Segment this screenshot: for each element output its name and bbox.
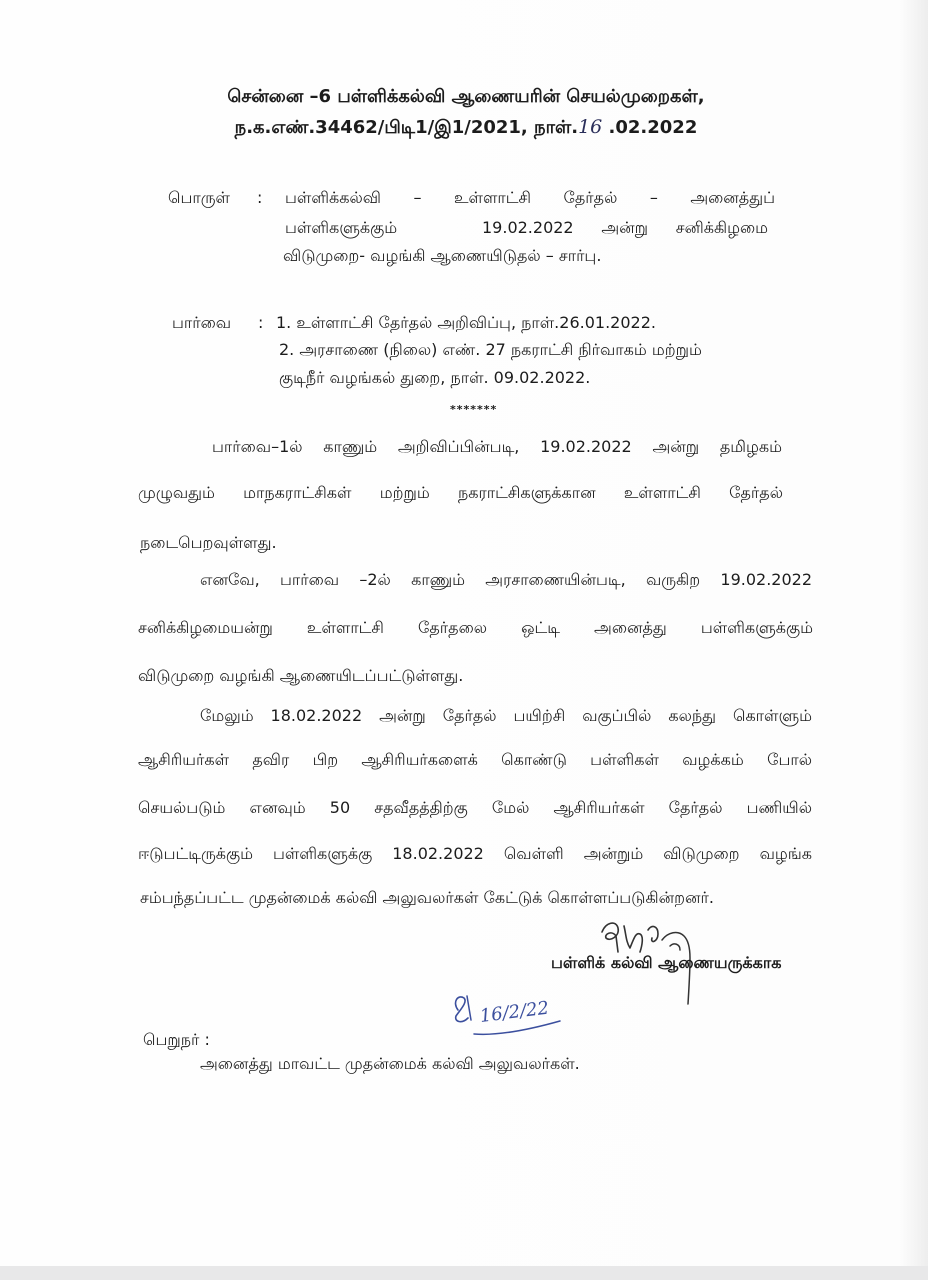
paragraph-3-line-5: சம்பந்தப்பட்ட முதன்மைக் கல்வி அலுவலர்கள் கேட்டுக் கொள்ளப்படுகின்றனர். [140,888,714,907]
paragraph-3-line-2: ஆசிரியர்கள் தவிர பிற ஆசிரியர்களைக் கொண்டு பள்ளிகள் வழக்கம் போல் [138,750,812,769]
signatory-designation: பள்ளிக் கல்வி ஆணையருக்காக [551,953,782,972]
paragraph-1-line-3: நடைபெறவுள்ளது. [140,533,277,552]
paragraph-3-line-4: ஈடுபட்டிருக்கும் பள்ளிகளுக்கு 18.02.2022 வெள்ளி அன்றும் விடுமுறை வழங்க [138,844,812,863]
recipient-label: பெறுநர் : [143,1030,210,1049]
paragraph-1-line-2: முழுவதும் மாநகராட்சிகள் மற்றும் நகராட்சிகளுக்கான உள்ளாட்சி தேர்தல் [138,483,783,502]
paragraph-2-line-3: விடுமுறை வழங்கி ஆணையிடப்பட்டுள்ளது. [138,666,464,685]
recipient-list: அனைத்து மாவட்ட முதன்மைக் கல்வி அலுவலர்கள். [200,1054,580,1073]
subject-line-1: பள்ளிக்கல்வி – உள்ளாட்சி தேர்தல் – அனைத்துப் [285,188,775,207]
handwritten-day: 16 [578,116,603,138]
handwritten-initial-date: 16/2/22 [478,997,551,1027]
reference-label: பார்வை [172,313,232,332]
reference-number: ந.க.எண்.34462/பிடி1/இ1/2021, நாள். [234,117,579,138]
subject-line-2-right: 19.02.2022 அன்று சனிக்கிழமை [482,218,768,237]
reference-item-2: 2. அரசாணை (நிலை) எண். 27 நகராட்சி நிர்வாகம் மற்றும் [279,340,702,359]
subject-line-2-left: பள்ளிகளுக்கும் [285,218,398,237]
subject-colon: : [257,188,263,207]
paragraph-3-line-3: செயல்படும் எனவும் 50 சதவீதத்திற்கு மேல் ஆசிரியர்கள் தேர்தல் பணியில் [138,798,812,817]
reference-colon: : [258,313,264,332]
paragraph-2-line-1: எனவே, பார்வை –2ல் காணும் அரசாணையின்படி, வருகிற 19.02.2022 [200,570,812,589]
reference-item-2-cont: குடிநீர் வழங்கல் துறை, நாள். 09.02.2022. [279,368,591,387]
header-reference-line [136,115,796,140]
reference-month-year: .02.2022 [602,117,698,138]
separator-stars: ******* [450,403,498,416]
header-title: சென்னை –6 பள்ளிக்கல்வி ஆணையரின் செயல்முறைகள், [227,86,705,107]
paragraph-2-line-2: சனிக்கிழமையன்று உள்ளாட்சி தேர்தலை ஒட்டி அனைத்து பள்ளிகளுக்கும் [138,618,813,637]
reference-item-1: 1. உள்ளாட்சி தேர்தல் அறிவிப்பு, நாள்.26.01.2022. [276,313,656,332]
paragraph-3-line-1: மேலும் 18.02.2022 அன்று தேர்தல் பயிற்சி வகுப்பில் கலந்து கொள்ளும் [200,706,812,725]
paragraph-1-line-1: பார்வை–1ல் காணும் அறிவிப்பின்படி, 19.02.2022 அன்று தமிழகம் [212,437,782,456]
scan-bottom-edge [0,1266,928,1280]
subject-line-3: விடுமுறை- வழங்கி ஆணையிடுதல் – சார்பு. [283,246,602,265]
subject-label: பொருள் [168,188,230,207]
